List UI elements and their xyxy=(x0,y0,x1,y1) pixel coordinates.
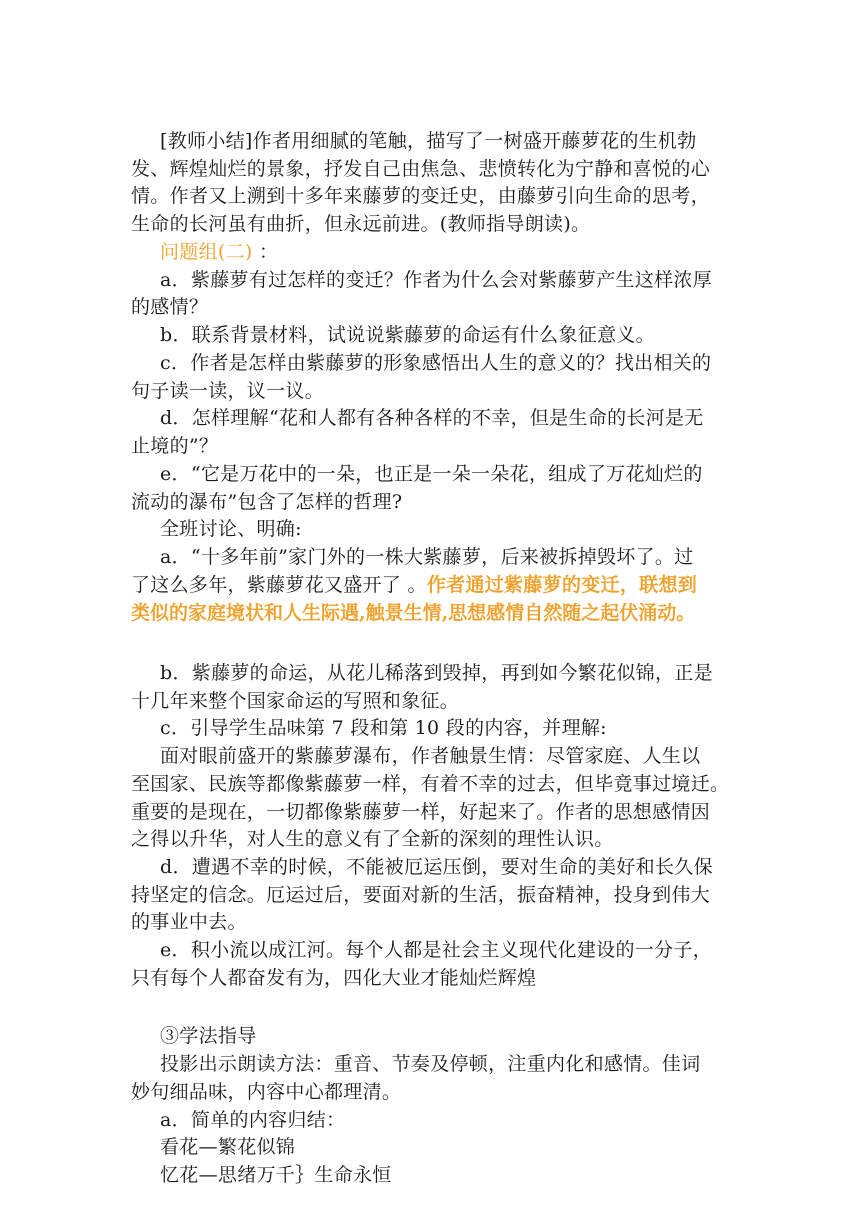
summary-line-1: [教师小结]作者用细腻的笔触，描写了一树盛开藤萝花的生机勃 xyxy=(160,130,697,152)
question-group-2-label: 问题组(二) xyxy=(160,241,253,263)
summary-line-3: 情。作者又上溯到十多年来藤萝的变迁史，由藤萝引向生命的思考， xyxy=(131,185,711,207)
answer-b-line-1: b．紫藤萝的命运，从花儿稀落到毁掉，再到如今繁花似锦，正是 xyxy=(160,662,713,684)
answer-a-line-2 xyxy=(131,573,697,597)
question-group-2-heading xyxy=(160,240,278,264)
method-line-2: 妙句细品味，内容中心都理清。 xyxy=(131,1081,402,1103)
question-a-line-2: 的感情？ xyxy=(131,296,209,318)
method-heading: ③学法指导 xyxy=(160,1025,257,1047)
answer-a-highlight-2: 类似的家庭境状和人生际遇,触景生情,思想感情自然随之起伏涌动。 xyxy=(131,602,696,624)
discussion-intro: 全班讨论、明确: xyxy=(160,518,302,540)
answer-e-line-2: 只有每个人都奋发有为，四化大业才能灿烂辉煌 xyxy=(131,967,537,989)
answer-c-line-5: 之得以升华，对人生的意义有了全新的深刻的理性认识。 xyxy=(131,828,614,850)
question-e-line-1: e．“它是万花中的一朵，也正是一朵一朵花，组成了万花灿烂的 xyxy=(160,463,703,485)
method-recall-flower: 忆花—思绪万千｝生命永恒 xyxy=(160,1164,392,1186)
answer-a-line-1: a．“十多年前”家门外的一株大紫藤萝，后来被拆掉毁坏了。过 xyxy=(160,546,694,568)
answer-d-line-1: d．遭遇不幸的时候，不能被厄运压倒，要对生命的美好和长久保 xyxy=(160,856,713,878)
method-summary-label: a．简单的内容归结： xyxy=(160,1109,346,1131)
answer-d-line-2: 持坚定的信念。厄运过后，要面对新的生活，振奋精神，投身到伟大 xyxy=(131,884,711,906)
question-d-line-2: 止境的”？ xyxy=(131,435,219,457)
question-e-line-2: 流动的瀑布”包含了怎样的哲理? xyxy=(131,491,403,513)
method-line-1: 投影出示朗读方法：重音、节奏及停顿，注重内化和感情。佳词 xyxy=(160,1053,701,1075)
answer-c-line-4: 重要的是现在，一切都像紫藤萝一样，好起来了。作者的思想感情因 xyxy=(131,801,711,823)
answer-a-plain-text: 了这么多年，紫藤萝花又盛开了 。 xyxy=(131,574,427,596)
question-a-line-1: a．紫藤萝有过怎样的变迁？作者为什么会对紫藤萝产生这样浓厚 xyxy=(160,269,713,291)
answer-a-highlight-1: 作者通过紫藤萝的变迁，联想到 xyxy=(426,574,698,596)
question-c-line-2: 句子读一读，议一议。 xyxy=(131,380,325,402)
answer-b-line-2: 十几年来整个国家命运的写照和象征。 xyxy=(131,690,460,712)
summary-line-2: 发、辉煌灿烂的景象，抒发自己由焦急、悲愤转化为宁静和喜悦的心 xyxy=(131,158,711,180)
method-look-flower: 看花—繁花似锦 xyxy=(160,1136,296,1158)
question-d-line-1: d．怎样理解“花和人都有各种各样的不幸，但是生命的长河是无 xyxy=(160,407,704,429)
question-b: b．联系背景材料，试说说紫藤萝的命运有什么象征意义。 xyxy=(160,324,655,346)
answer-c-line-1: c．引导学生品味第 7 段和第 10 段的内容，并理解: xyxy=(160,717,607,739)
answer-e-line-1: e．积小流以成江河。每个人都是社会主义现代化建设的一分子， xyxy=(160,939,712,961)
question-group-2-colon: ： xyxy=(258,241,279,263)
answer-c-line-3: 至国家、民族等都像紫藤萝一样，有着不幸的过去，但毕竟事过境迁。 xyxy=(131,773,730,795)
question-c-line-1: c．作者是怎样由紫藤萝的形象感悟出人生的意义的？找出相关的 xyxy=(160,352,712,374)
answer-c-line-2: 面对眼前盛开的紫藤萝瀑布，作者触景生情：尽管家庭、人生以 xyxy=(160,745,701,767)
answer-d-line-3: 的事业中去。 xyxy=(131,911,247,933)
summary-line-4: 生命的长河虽有曲折，但永远前进。(教师指导朗读)。 xyxy=(131,213,591,235)
